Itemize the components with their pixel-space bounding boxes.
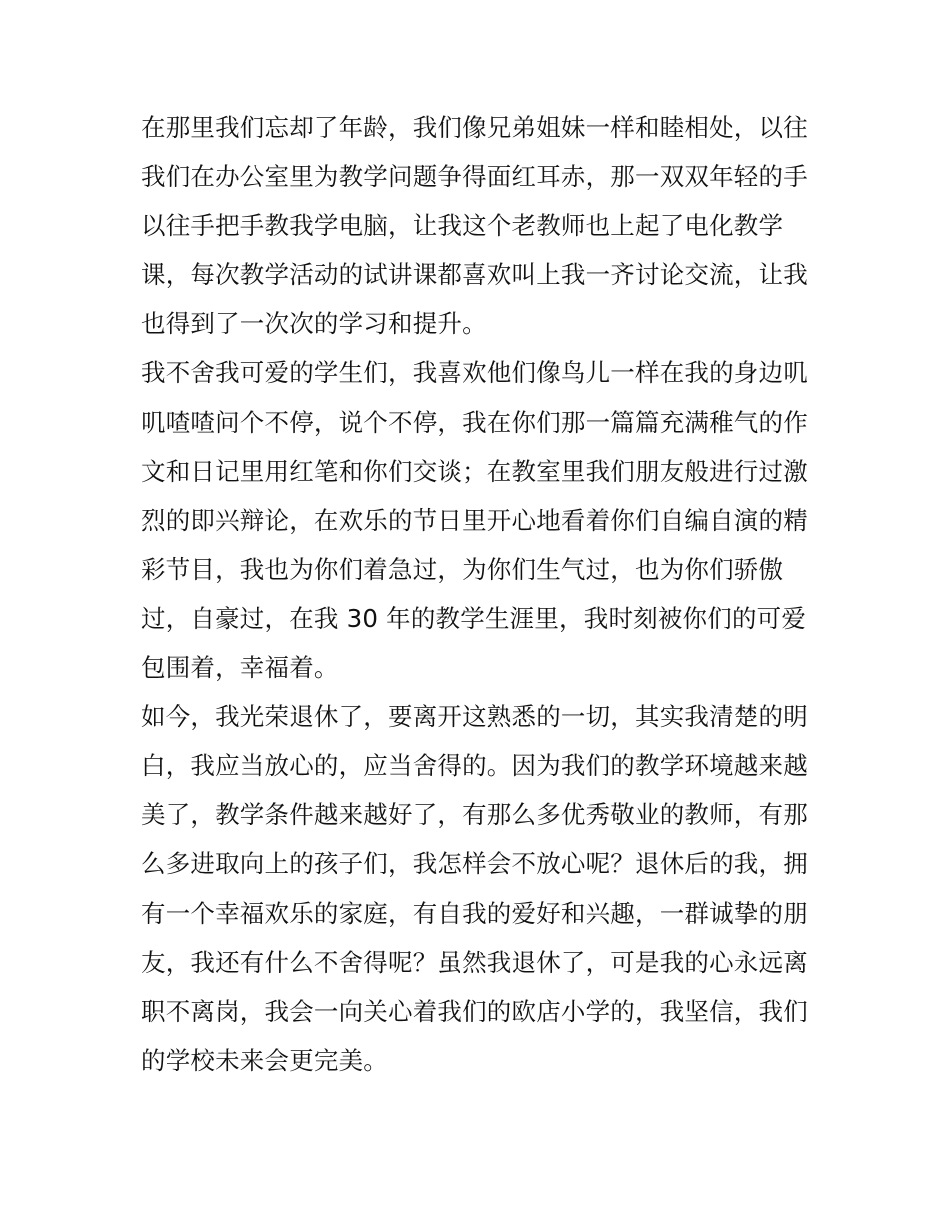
text-line-6: 我不舍我可爱的学生们，我喜欢他们像鸟儿一样在我的身边叽 — [141, 358, 808, 388]
text-line-18: 友，我还有什么不舍得呢？虽然我退休了，可是我的心永远离 — [141, 947, 808, 977]
text-line-9: 烈的即兴辩论，在欢乐的节日里开心地看着你们自编自演的精 — [141, 505, 808, 535]
text-line-19: 职不离岗，我会一向关心着我们的欧店小学的，我坚信，我们 — [141, 996, 808, 1026]
document-body — [141, 103, 821, 1085]
text-line-10: 彩节目，我也为你们着急过，为你们生气过，也为你们骄傲 — [141, 554, 784, 584]
text-line-2: 我们在办公室里为教学问题争得面红耳赤，那一双双年轻的手 — [141, 162, 808, 192]
text-line-14: 白，我应当放心的，应当舍得的。因为我们的教学环境越来越 — [141, 751, 808, 781]
text-line-15: 美了，教学条件越来越好了，有那么多优秀敬业的教师，有那 — [141, 800, 808, 830]
text-line-11: 过，自豪过，在我 30 年的教学生涯里，我时刻被你们的可爱 — [141, 603, 807, 633]
text-line-16: 么多进取向上的孩子们，我怎样会不放心呢？退休后的我，拥 — [141, 849, 808, 879]
text-line-7: 叽喳喳问个不停，说个不停，我在你们那一篇篇充满稚气的作 — [141, 407, 808, 437]
text-line-4: 课，每次教学活动的试讲课都喜欢叫上我一齐讨论交流，让我 — [141, 260, 808, 290]
text-line-12: 包围着，幸福着。 — [141, 653, 339, 683]
text-line-13: 如今，我光荣退休了，要离开这熟悉的一切，其实我清楚的明 — [141, 702, 808, 732]
text-line-17: 有一个幸福欢乐的家庭，有自我的爱好和兴趣，一群诚挚的朋 — [141, 898, 808, 928]
text-line-5: 也得到了一次次的学习和提升。 — [141, 309, 487, 339]
text-line-1: 在那里我们忘却了年龄，我们像兄弟姐妹一样和睦相处，以往 — [141, 113, 808, 142]
text-line-8: 文和日记里用红笔和你们交谈；在教室里我们朋友般进行过激 — [141, 456, 808, 486]
text-line-3: 以往手把手教我学电脑，让我这个老教师也上起了电化教学 — [141, 211, 784, 241]
text-line-20: 的学校未来会更完美。 — [141, 1045, 388, 1075]
